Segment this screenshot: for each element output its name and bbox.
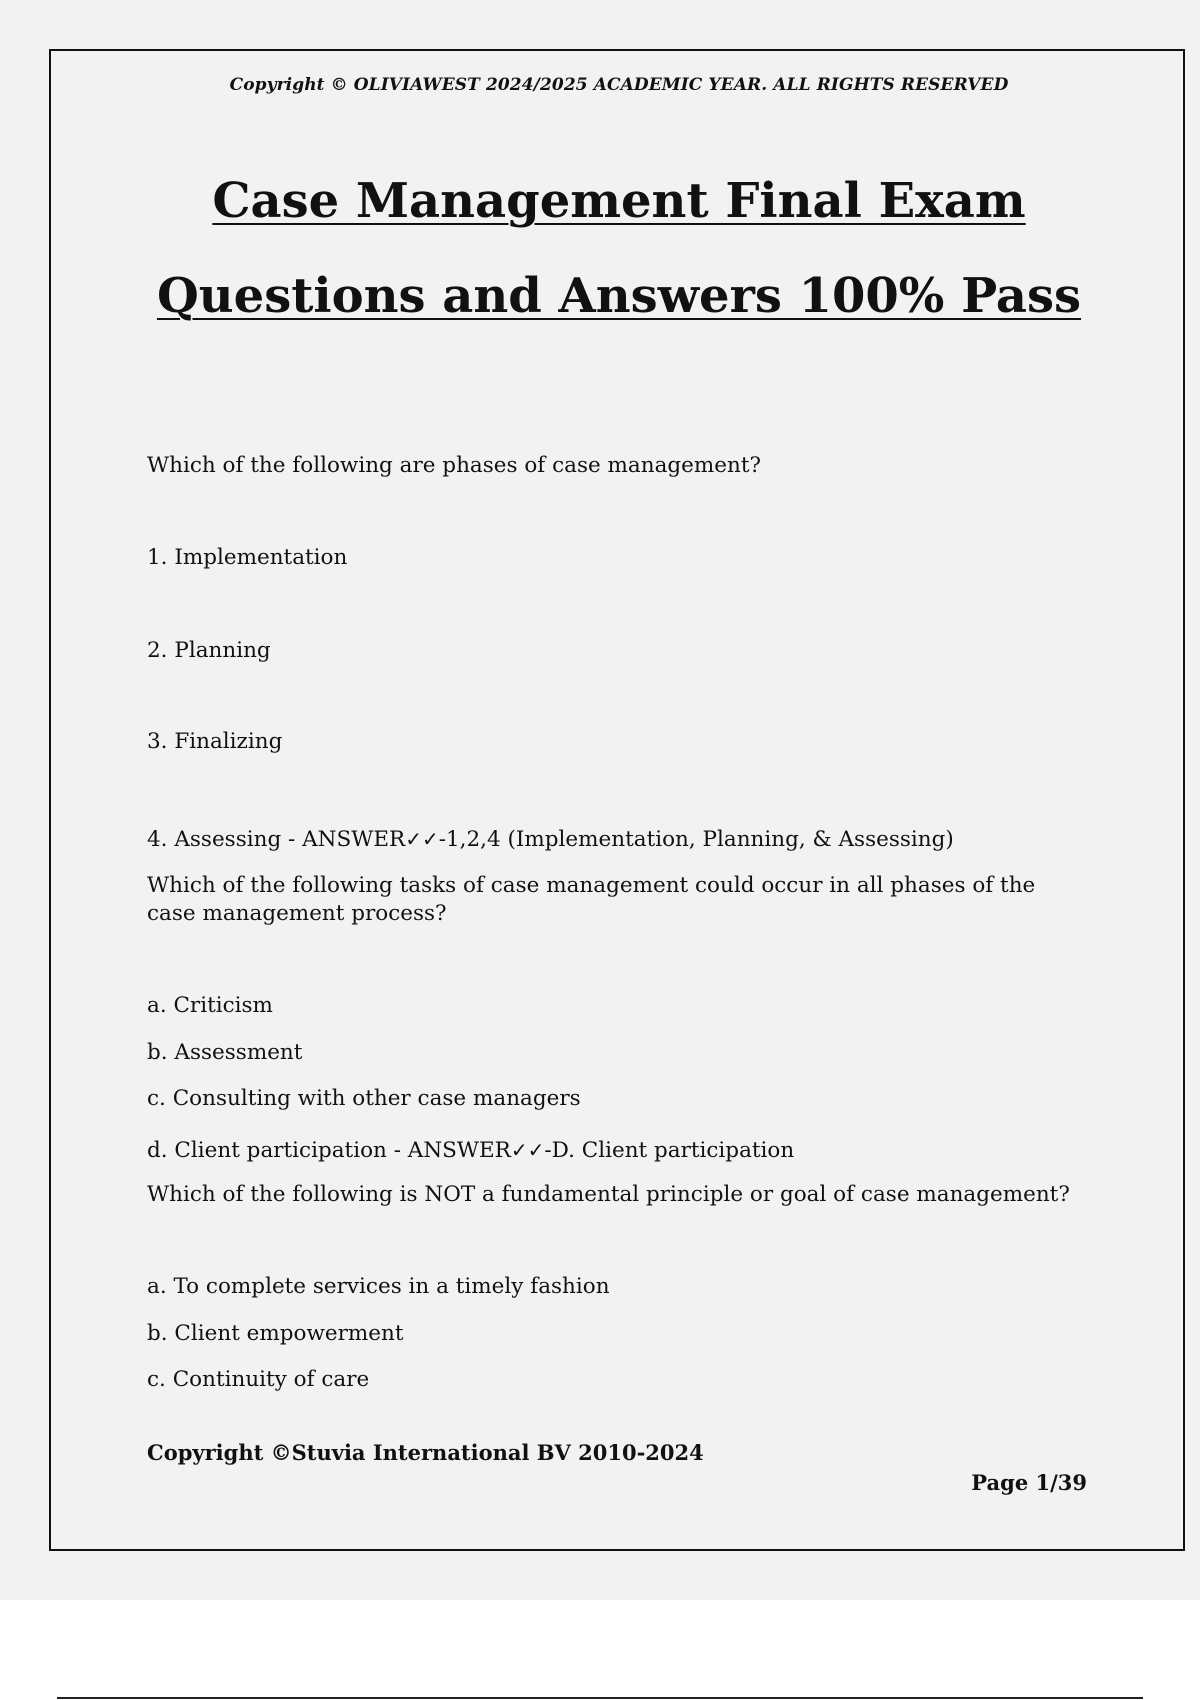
next-page-divider — [57, 1697, 1143, 1699]
question-2-option-d: d. Client participation - ANSWER — [147, 1138, 511, 1163]
page-title-line-2: Questions and Answers 100% Pass — [156, 268, 1082, 324]
question-3-option-a: a. To complete services in a timely fashion — [147, 1274, 610, 1299]
header-copyright: Copyright © OLIVIAWEST 2024/2025 ACADEMIC YEAR. ALL RIGHTS RESERVED — [229, 75, 1009, 95]
question-2-option-a: a. Criticism — [147, 993, 273, 1018]
question-3-option-b: b. Client empowerment — [147, 1321, 404, 1346]
page-number: Page 1/39 — [971, 1470, 1087, 1495]
question-2-answer: -D. Client participation — [544, 1138, 795, 1163]
question-3-option-c: c. Continuity of care — [147, 1367, 370, 1392]
footer-copyright: Copyright ©Stuvia International BV 2010-2024 — [147, 1440, 704, 1465]
question-1-option-4-answer — [147, 825, 954, 854]
question-1-answer: -1,2,4 (Implementation, Planning, & Assessing) — [438, 827, 954, 852]
question-1-option-4: 4. Assessing - ANSWER — [147, 827, 406, 852]
question-1-option-1: 1. Implementation — [147, 545, 348, 570]
page-title-line-1: Case Management Final Exam — [212, 173, 1026, 229]
question-1: Which of the following are phases of case management? — [147, 453, 762, 478]
question-3: Which of the following is NOT a fundamental principle or goal of case management? — [147, 1182, 1070, 1207]
document-page — [49, 49, 1185, 1551]
question-2-option-d-answer — [147, 1136, 794, 1165]
check-mark-icon: ✓✓ — [405, 827, 439, 851]
question-2-option-b: b. Assessment — [147, 1040, 303, 1065]
question-1-option-2: 2. Planning — [147, 638, 271, 663]
check-mark-icon: ✓✓ — [510, 1138, 545, 1162]
question-2: Which of the following tasks of case management could occur in all phases of the case management process? — [147, 873, 1036, 926]
question-1-option-3: 3. Finalizing — [147, 729, 283, 754]
question-2-option-c: c. Consulting with other case managers — [147, 1086, 581, 1111]
